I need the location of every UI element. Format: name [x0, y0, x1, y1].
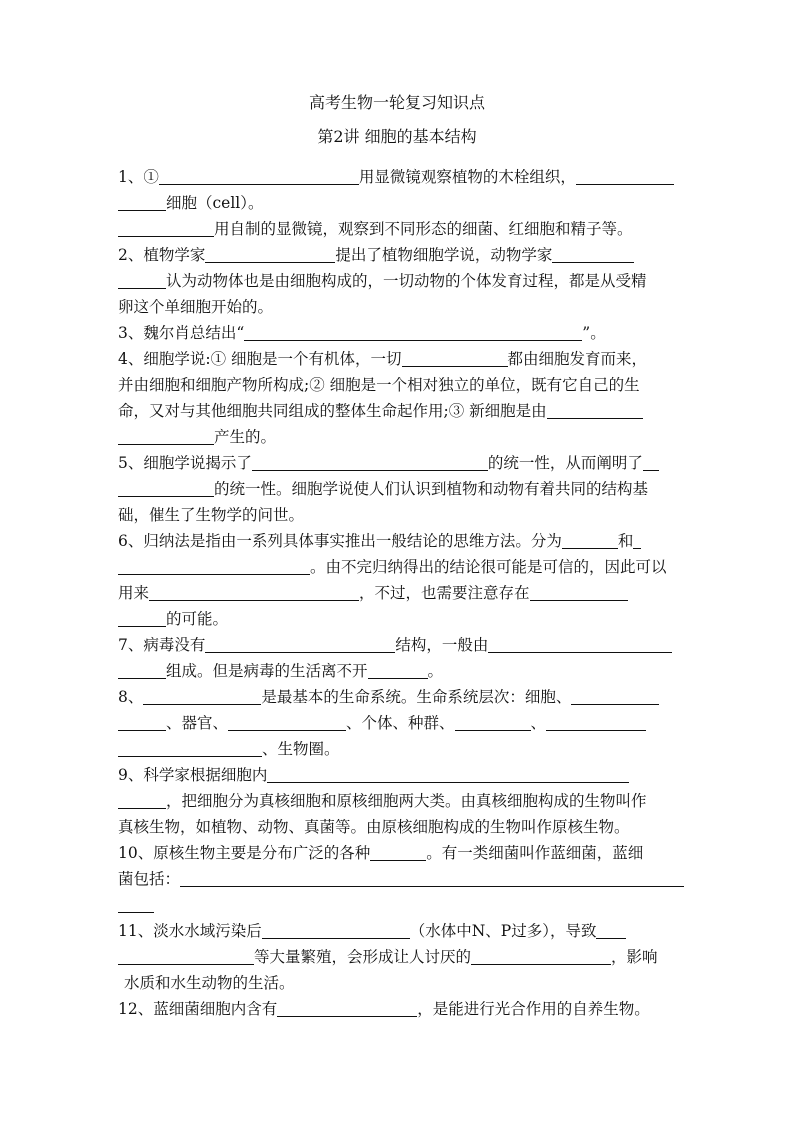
- question-10-text: 菌包括：: [118, 870, 181, 888]
- question-10-text: 。有一类细菌叫作蓝细菌，蓝细: [426, 844, 644, 862]
- question-1-line-2: [118, 190, 708, 216]
- question-4-text: 命，又对与其他细胞共同组成的整体生命起作用;③ 新细胞是由: [118, 402, 547, 420]
- question-1-text: 用显微镜观察植物的木栓组织，: [358, 168, 576, 186]
- question-4-line-1: [118, 346, 708, 372]
- answer-blank: [267, 766, 629, 783]
- question-1-text: 用自制的显微镜，观察到不同形态的细菌、红细胞和精子等。: [214, 220, 633, 238]
- question-5-line-1: [118, 450, 708, 476]
- answer-blank: [370, 844, 426, 861]
- question-5-text: 础，催生了生物学的问世。: [118, 506, 305, 524]
- answer-blank: [633, 532, 641, 549]
- answer-blank: [596, 922, 626, 939]
- answer-blank: [118, 948, 254, 965]
- answer-blank: [402, 350, 508, 367]
- answer-blank: [562, 532, 618, 549]
- answer-blank: [118, 220, 214, 237]
- question-12-text: ，是能进行光合作用的自养生物。: [417, 1000, 650, 1018]
- question-1-line-1: [118, 164, 708, 190]
- question-8-text: 8、: [118, 688, 144, 706]
- answer-blank: [205, 636, 395, 653]
- question-4-text: 产生的。: [214, 428, 277, 446]
- question-7-text: 组成。但是病毒的生活离不开: [166, 662, 368, 680]
- question-6-line-3: [118, 580, 708, 606]
- answer-blank: [205, 246, 335, 263]
- question-5-text: 的统一性。细胞学说使人们认识到植物和动物有着共同的结构基: [214, 480, 649, 498]
- answer-blank: [643, 454, 659, 471]
- question-1-line-3: [118, 216, 708, 242]
- question-6-text: 用来: [118, 584, 150, 602]
- answer-blank: [228, 714, 346, 731]
- document-title: 高考生物一轮复习知识点: [308, 93, 485, 112]
- answer-blank: [552, 246, 634, 263]
- question-7-line-1: [118, 632, 708, 658]
- question-9-text: ，把细胞分为真核细胞和原核细胞两大类。由真核细胞构成的生物叫作: [166, 792, 647, 810]
- question-12-text: 12、蓝细菌细胞内含有: [118, 1000, 278, 1018]
- question-11-line-2: [118, 944, 708, 970]
- question-8-line-1: [118, 684, 708, 710]
- question-6-text: 和: [617, 532, 634, 550]
- question-11-line-3: [118, 970, 708, 996]
- answer-blank: [546, 714, 646, 731]
- answer-blank: [262, 922, 410, 939]
- question-5-text: 的统一性，从而阐明了: [487, 454, 643, 472]
- answer-blank: [149, 584, 359, 601]
- question-11-line-1: [118, 918, 708, 944]
- question-9-text: 9、科学家根据细胞内: [118, 766, 268, 784]
- question-2-text: 2、植物学家: [118, 246, 206, 264]
- question-12-line-1: [118, 996, 708, 1022]
- question-11-text: 11、淡水水域污染后: [118, 922, 262, 940]
- question-6-text: ，不过，也需要注意存在: [359, 584, 530, 602]
- answer-blank: [571, 688, 659, 705]
- question-9-line-2: [118, 788, 708, 814]
- answer-blank: [547, 402, 643, 419]
- question-6-text: 。由不完归纳得出的结论很可能是可信的，因此可以: [310, 558, 667, 576]
- question-7-text: 。: [427, 662, 444, 680]
- answer-blank: [455, 714, 531, 731]
- answer-blank: [118, 610, 166, 627]
- answer-blank: [488, 636, 672, 653]
- question-2-text: 提出了植物细胞学说，动物学家: [335, 246, 553, 264]
- question-11-text: 水质和水生动物的生活。: [124, 974, 295, 992]
- answer-blank: [180, 870, 684, 887]
- question-4-line-2: [118, 372, 708, 398]
- answer-blank: [118, 428, 214, 445]
- answer-blank: [118, 740, 262, 757]
- question-9-text: 真核生物，如植物、动物、真菌等。由原核细胞构成的生物叫作原核生物。: [118, 818, 630, 836]
- question-4-line-4: [118, 424, 708, 450]
- question-4-text: 都由细胞发育而来，: [507, 350, 648, 368]
- question-8-line-3: [118, 736, 708, 762]
- question-10-line-1: [118, 840, 708, 866]
- question-2-line-3: [118, 294, 708, 320]
- answer-blank: [530, 584, 628, 601]
- question-9-line-1: [118, 762, 708, 788]
- question-2-text: 认为动物体也是由细胞构成的，一切动物的个体发育过程，都是从受精: [166, 272, 647, 290]
- question-list: [118, 164, 708, 1022]
- question-5-text: 5、细胞学说揭示了: [118, 454, 252, 472]
- answer-blank: [471, 948, 611, 965]
- question-7-text: 7、病毒没有: [118, 636, 206, 654]
- question-3-text: 3、魏尔肖总结出“: [118, 324, 245, 342]
- question-4-text: 并由细胞和细胞产物所构成;② 细胞是一个相对独立的单位，既有它自己的生: [118, 376, 640, 394]
- question-11-text: 等大量繁殖，会形成让人讨厌的: [254, 948, 472, 966]
- question-8-text: 、个体、种群、: [346, 714, 455, 732]
- answer-blank: [277, 1000, 417, 1017]
- question-1-text: 细胞（cell）。: [166, 194, 264, 212]
- answer-blank: [368, 662, 428, 679]
- question-6-line-2: [118, 554, 708, 580]
- question-8-text: 是最基本的生命系统。生命系统层次：细胞、: [261, 688, 572, 706]
- question-4-text: 4、细胞学说:① 细胞是一个有机体，一切: [118, 350, 402, 368]
- answer-blank: [118, 558, 310, 575]
- question-9-line-3: [118, 814, 708, 840]
- question-2-line-2: [118, 268, 708, 294]
- question-3-line-1: [118, 320, 708, 346]
- question-7-text: 结构，一般由: [395, 636, 489, 654]
- question-6-text: 6、归纳法是指由一系列具体事实推出一般结论的思维方法。分为: [118, 532, 562, 550]
- question-3-text: ”。: [582, 324, 606, 342]
- question-8-line-2: [118, 710, 708, 736]
- answer-blank: [118, 480, 214, 497]
- question-8-text: 、生物圈。: [262, 740, 340, 758]
- answer-blank: [118, 896, 154, 913]
- answer-blank: [143, 688, 261, 705]
- question-8-text: 、器官、: [166, 714, 229, 732]
- answer-blank: [118, 662, 166, 679]
- question-1-text: 1、①: [118, 168, 159, 186]
- answer-blank: [118, 272, 166, 289]
- answer-blank: [118, 792, 166, 809]
- question-7-line-2: [118, 658, 708, 684]
- question-10-line-3: [118, 892, 708, 918]
- answer-blank: [159, 168, 359, 185]
- answer-blank: [576, 168, 674, 185]
- question-5-line-2: [118, 476, 708, 502]
- question-2-text: 卵这个单细胞开始的。: [118, 298, 274, 316]
- question-6-line-1: [118, 528, 708, 554]
- question-2-line-1: [118, 242, 708, 268]
- document-subtitle: 第2讲 细胞的基本结构: [317, 127, 477, 146]
- question-4-line-3: [118, 398, 708, 424]
- question-10-line-2: [118, 866, 708, 892]
- question-5-line-3: [118, 502, 708, 528]
- question-6-text: 的可能。: [166, 610, 229, 628]
- question-11-text: ，影响: [611, 948, 658, 966]
- question-10-text: 10、原核生物主要是分布广泛的各种: [118, 844, 371, 862]
- question-6-line-4: [118, 606, 708, 632]
- answer-blank: [118, 714, 166, 731]
- question-11-text: （水体中N、P过多），导致: [409, 922, 597, 940]
- answer-blank: [252, 454, 488, 471]
- answer-blank: [244, 324, 582, 341]
- answer-blank: [118, 194, 166, 211]
- question-8-text: 、: [530, 714, 547, 732]
